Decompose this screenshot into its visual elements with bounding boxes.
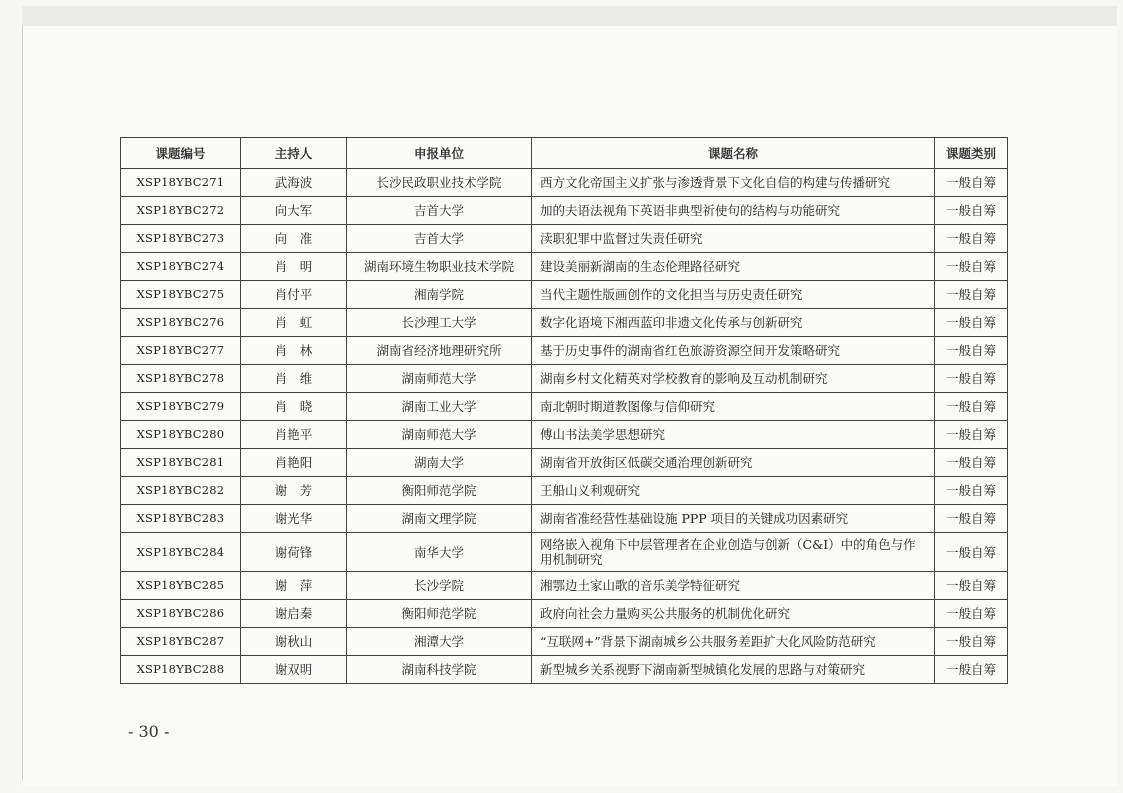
cell-category: 一般自筹: [935, 197, 1008, 225]
cell-category: 一般自筹: [935, 309, 1008, 337]
cell-host: 肖 林: [241, 337, 347, 365]
cell-category: 一般自筹: [935, 253, 1008, 281]
table-row: [121, 449, 1008, 477]
table-row: [121, 253, 1008, 281]
cell-code: XSP18YBC287: [121, 628, 241, 656]
cell-title: 王船山义利观研究: [532, 477, 935, 505]
cell-host: 肖 虹: [241, 309, 347, 337]
table-row: [121, 365, 1008, 393]
table-row: [121, 169, 1008, 197]
cell-unit: 长沙学院: [347, 572, 532, 600]
cell-title: 湖南省准经营性基础设施 PPP 项目的关键成功因素研究: [532, 505, 935, 533]
cell-unit: 湘南学院: [347, 281, 532, 309]
project-table: [120, 137, 1008, 684]
cell-title: 当代主题性版画创作的文化担当与历史责任研究: [532, 281, 935, 309]
cell-title: 湖南省开放街区低碳交通治理创新研究: [532, 449, 935, 477]
cell-code: XSP18YBC285: [121, 572, 241, 600]
cell-unit: 吉首大学: [347, 197, 532, 225]
cell-category: 一般自筹: [935, 281, 1008, 309]
cell-category: 一般自筹: [935, 505, 1008, 533]
cell-host: 谢 芳: [241, 477, 347, 505]
cell-title: 新型城乡关系视野下湖南新型城镇化发展的思路与对策研究: [532, 656, 935, 684]
table-row: [121, 600, 1008, 628]
cell-unit: 长沙民政职业技术学院: [347, 169, 532, 197]
cell-host: 谢秋山: [241, 628, 347, 656]
cell-code: XSP18YBC273: [121, 225, 241, 253]
table-row: [121, 533, 1008, 572]
cell-title: 湘鄂边土家山歌的音乐美学特征研究: [532, 572, 935, 600]
cell-unit: 衡阳师范学院: [347, 600, 532, 628]
cell-title: “互联网+”背景下湖南城乡公共服务差距扩大化风险防范研究: [532, 628, 935, 656]
table-row: [121, 656, 1008, 684]
cell-unit: 湖南大学: [347, 449, 532, 477]
cell-unit: 吉首大学: [347, 225, 532, 253]
cell-title: 基于历史事件的湖南省红色旅游资源空间开发策略研究: [532, 337, 935, 365]
header-category: 课题类别: [935, 138, 1008, 169]
table-row: [121, 572, 1008, 600]
cell-title: 政府向社会力量购买公共服务的机制优化研究: [532, 600, 935, 628]
cell-code: XSP18YBC284: [121, 533, 241, 572]
cell-title: 建设美丽新湖南的生态伦理路径研究: [532, 253, 935, 281]
cell-title: 网络嵌入视角下中层管理者在企业创造与创新（C&I）中的角色与作用机制研究: [532, 533, 935, 572]
cell-code: XSP18YBC274: [121, 253, 241, 281]
cell-unit: 湖南科技学院: [347, 656, 532, 684]
cell-host: 谢光华: [241, 505, 347, 533]
table-row: [121, 309, 1008, 337]
cell-code: XSP18YBC271: [121, 169, 241, 197]
table-row: [121, 628, 1008, 656]
cell-host: 肖 维: [241, 365, 347, 393]
header-title: 课题名称: [532, 138, 935, 169]
cell-unit: 湖南师范大学: [347, 365, 532, 393]
cell-code: XSP18YBC288: [121, 656, 241, 684]
cell-category: 一般自筹: [935, 449, 1008, 477]
cell-code: XSP18YBC272: [121, 197, 241, 225]
table-header-row: [121, 138, 1008, 169]
scan-top-strip: [22, 6, 1117, 26]
cell-host: 肖 明: [241, 253, 347, 281]
header-code: 课题编号: [121, 138, 241, 169]
cell-code: XSP18YBC278: [121, 365, 241, 393]
cell-category: 一般自筹: [935, 393, 1008, 421]
cell-category: 一般自筹: [935, 628, 1008, 656]
cell-code: XSP18YBC282: [121, 477, 241, 505]
cell-category: 一般自筹: [935, 477, 1008, 505]
table-row: [121, 477, 1008, 505]
cell-host: 肖艳阳: [241, 449, 347, 477]
cell-category: 一般自筹: [935, 533, 1008, 572]
cell-unit: 南华大学: [347, 533, 532, 572]
cell-code: XSP18YBC279: [121, 393, 241, 421]
cell-category: 一般自筹: [935, 169, 1008, 197]
cell-category: 一般自筹: [935, 421, 1008, 449]
table-row: [121, 281, 1008, 309]
cell-code: XSP18YBC286: [121, 600, 241, 628]
table-row: [121, 505, 1008, 533]
cell-unit: 湖南省经济地理研究所: [347, 337, 532, 365]
table-row: [121, 393, 1008, 421]
cell-title: 傅山书法美学思想研究: [532, 421, 935, 449]
header-unit: 申报单位: [347, 138, 532, 169]
cell-host: 谢 萍: [241, 572, 347, 600]
cell-unit: 湖南文理学院: [347, 505, 532, 533]
cell-host: 肖 晓: [241, 393, 347, 421]
table-row: [121, 337, 1008, 365]
cell-code: XSP18YBC275: [121, 281, 241, 309]
cell-host: 谢荷锋: [241, 533, 347, 572]
cell-host: 肖付平: [241, 281, 347, 309]
cell-unit: 湖南环境生物职业技术学院: [347, 253, 532, 281]
cell-category: 一般自筹: [935, 572, 1008, 600]
cell-code: XSP18YBC280: [121, 421, 241, 449]
cell-category: 一般自筹: [935, 337, 1008, 365]
cell-host: 向 准: [241, 225, 347, 253]
cell-unit: 衡阳师范学院: [347, 477, 532, 505]
cell-host: 谢双明: [241, 656, 347, 684]
cell-code: XSP18YBC281: [121, 449, 241, 477]
cell-code: XSP18YBC277: [121, 337, 241, 365]
cell-category: 一般自筹: [935, 225, 1008, 253]
cell-category: 一般自筹: [935, 600, 1008, 628]
cell-unit: 长沙理工大学: [347, 309, 532, 337]
table-row: [121, 225, 1008, 253]
cell-title: 数字化语境下湘西蓝印非遗文化传承与创新研究: [532, 309, 935, 337]
cell-category: 一般自筹: [935, 365, 1008, 393]
header-host: 主持人: [241, 138, 347, 169]
cell-category: 一般自筹: [935, 656, 1008, 684]
cell-host: 肖艳平: [241, 421, 347, 449]
cell-title: 渎职犯罪中监督过失责任研究: [532, 225, 935, 253]
cell-unit: 湖南师范大学: [347, 421, 532, 449]
cell-title: 湖南乡村文化精英对学校教育的影响及互动机制研究: [532, 365, 935, 393]
cell-host: 向大军: [241, 197, 347, 225]
cell-title: 南北朝时期道教图像与信仰研究: [532, 393, 935, 421]
cell-title: 加的夫语法视角下英语非典型祈使句的结构与功能研究: [532, 197, 935, 225]
table-row: [121, 421, 1008, 449]
page-number: - 30 -: [128, 722, 170, 741]
cell-host: 武海波: [241, 169, 347, 197]
cell-host: 谢启秦: [241, 600, 347, 628]
cell-code: XSP18YBC276: [121, 309, 241, 337]
cell-code: XSP18YBC283: [121, 505, 241, 533]
cell-title: 西方文化帝国主义扩张与渗透背景下文化自信的构建与传播研究: [532, 169, 935, 197]
cell-unit: 湖南工业大学: [347, 393, 532, 421]
table-row: [121, 197, 1008, 225]
cell-unit: 湘潭大学: [347, 628, 532, 656]
